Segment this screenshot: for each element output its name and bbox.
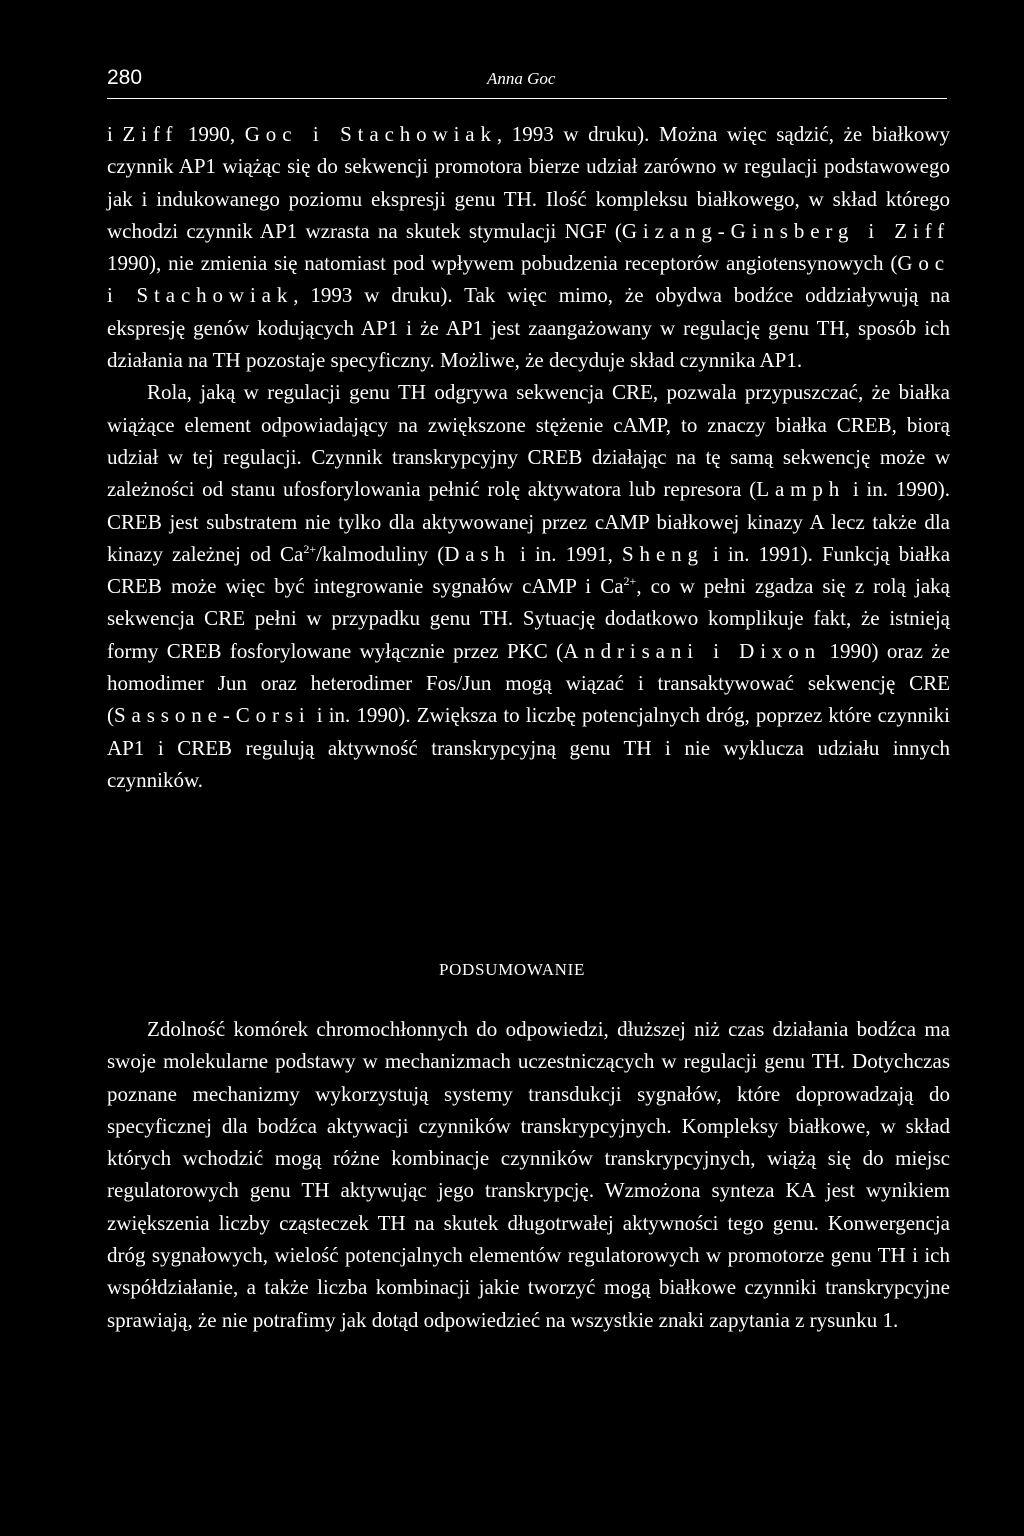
running-head-author: Anna Goc — [487, 69, 556, 88]
citation-author: Sassone-Corsi — [114, 703, 311, 728]
page-number: 280 — [107, 66, 143, 89]
text-run: i in. 1990). CREB jest substratem nie tylko dla aktywowanej przez cAMP białkowej kinazy A lecz także dla kinazy zależnej od Ca — [107, 477, 950, 566]
citation-author: Goc i Stachowiak — [244, 122, 497, 146]
text-run: i in. 1991, — [510, 541, 622, 566]
text-run: , co w pełni zgadza się z rolą jaką sekwencja CRE pełni w przypadku genu TH. Sytuację dodatkowo komplikuje fakt, że istnieją formy CREB fosforylowane wyłącznie przez PKC ( — [107, 574, 950, 663]
superscript-charge: 2+ — [303, 541, 317, 556]
text-run: , 1993 w druku). Tak więc mimo, że obydwa bodźce oddziaływują na ekspresję genów kodujących AP1 i że AP1 jest zaangażowany w regulację genu TH, sposób ich działania na TH pozostaje specyficzny. Możliwe, że decyduje skład czynnika AP1. — [107, 283, 950, 373]
section-heading: PODSUMOWANIE — [438, 960, 586, 979]
text-run: i in. 1990). Zwiększa to liczbę potencjalnych dróg, poprzez które czynniki AP1 i CREB regulują aktywność transkrypcyjną genu TH i nie wyklucza udziału innych czynników. — [107, 703, 950, 792]
text-run: i — [107, 122, 123, 146]
text-run: , 1993 w druku). Można więc sądzić, że białkowy czynnik AP1 wiążąc się do sekwencji promotora bierze udział zarówno w regulacji podstawowego jak i indukowanego poziomu ekspresji genu TH. Ilość kompleksu białkowego, w skład którego wchodzi czynnik AP1 wzrasta na skutek stymulacji NGF ( — [107, 122, 950, 243]
text-run: 1990, — [178, 122, 245, 146]
main-text — [107, 118, 950, 796]
citation-author: Lamph — [756, 477, 846, 502]
running-header — [107, 64, 947, 99]
text-run: Rola, jaką w regulacji genu TH odgrywa sekwencja CRE, pozwala przypuszczać, że białka wiążące element odpowiadający na zwiększone stężenie cAMP, to znaczy białka CREB, biorą udział w tej regulacji. Czynnik transkrypcyjny CREB działając na tę samą sekwencję może w zależności od stanu ufosforylowania pełnić rolę aktywatora lub represora ( — [107, 380, 950, 502]
text-run: 1990), nie zmienia się natomiast pod wpływem pobudzenia receptorów angiotensynowych ( — [107, 251, 898, 276]
text-run: 1990) oraz że homodimer Jun oraz heterodimer Fos/Jun mogą wiązać i transaktywować sekwencję CRE ( — [107, 638, 950, 728]
text-run: /kalmoduliny ( — [316, 541, 445, 566]
summary-paragraph: Zdolność komórek chromochłonnych do odpowiedzi, dłuższej niż czas działania bodźca ma swoje molekularne podstawy w mechanizmach uczestniczących w regulacji genu TH. Dotychczas poznane mechanizmy wykorzystują systemy transdukcji sygnałów, które doprowadzają do specyficznej dla bodźca aktywacji czynników transkrypcyjnych. Kompleksy białkowe, w skład których wchodzić mogą różne kombinacje czynników transkrypcyjnych, wiążą się do miejsc regulatorowych genu TH aktywując jego transkrypcję. Wzmożona synteza KA jest wynikiem zwiększenia liczby cząsteczek TH na skutek długotrwałej aktywności tego genu. Konwergencja dróg sygnałowych, wielość potencjalnych elementów regulatorowych w promotorze genu TH i ich współdziałanie, a także liczba kombinacji jakie tworzyć mogą białkowe czynniki transkrypcyjne sprawiają, że nie potrafimy jak dotąd odpowiedzieć na wszystkie znaki zapytania z rysunku 1. — [107, 1017, 950, 1332]
citation-author: Goc i Stachowiak — [107, 251, 950, 308]
text-run: i in. 1991). Funkcją białka CREB może więc być integrowanie sygnałów cAMP i Ca — [107, 541, 951, 599]
citation-author: Dash — [444, 541, 511, 566]
summary-section — [107, 1013, 950, 1336]
paragraph-cre — [107, 376, 950, 796]
paragraph-continued — [107, 118, 950, 376]
citation-author: Gizang-Ginsberg i Ziff — [621, 218, 950, 243]
citation-author: Ziff — [122, 122, 179, 146]
citation-author: Sheng — [622, 541, 704, 566]
citation-author: Andrisani i Dixon — [563, 638, 822, 663]
superscript-charge: 2+ — [623, 574, 637, 589]
